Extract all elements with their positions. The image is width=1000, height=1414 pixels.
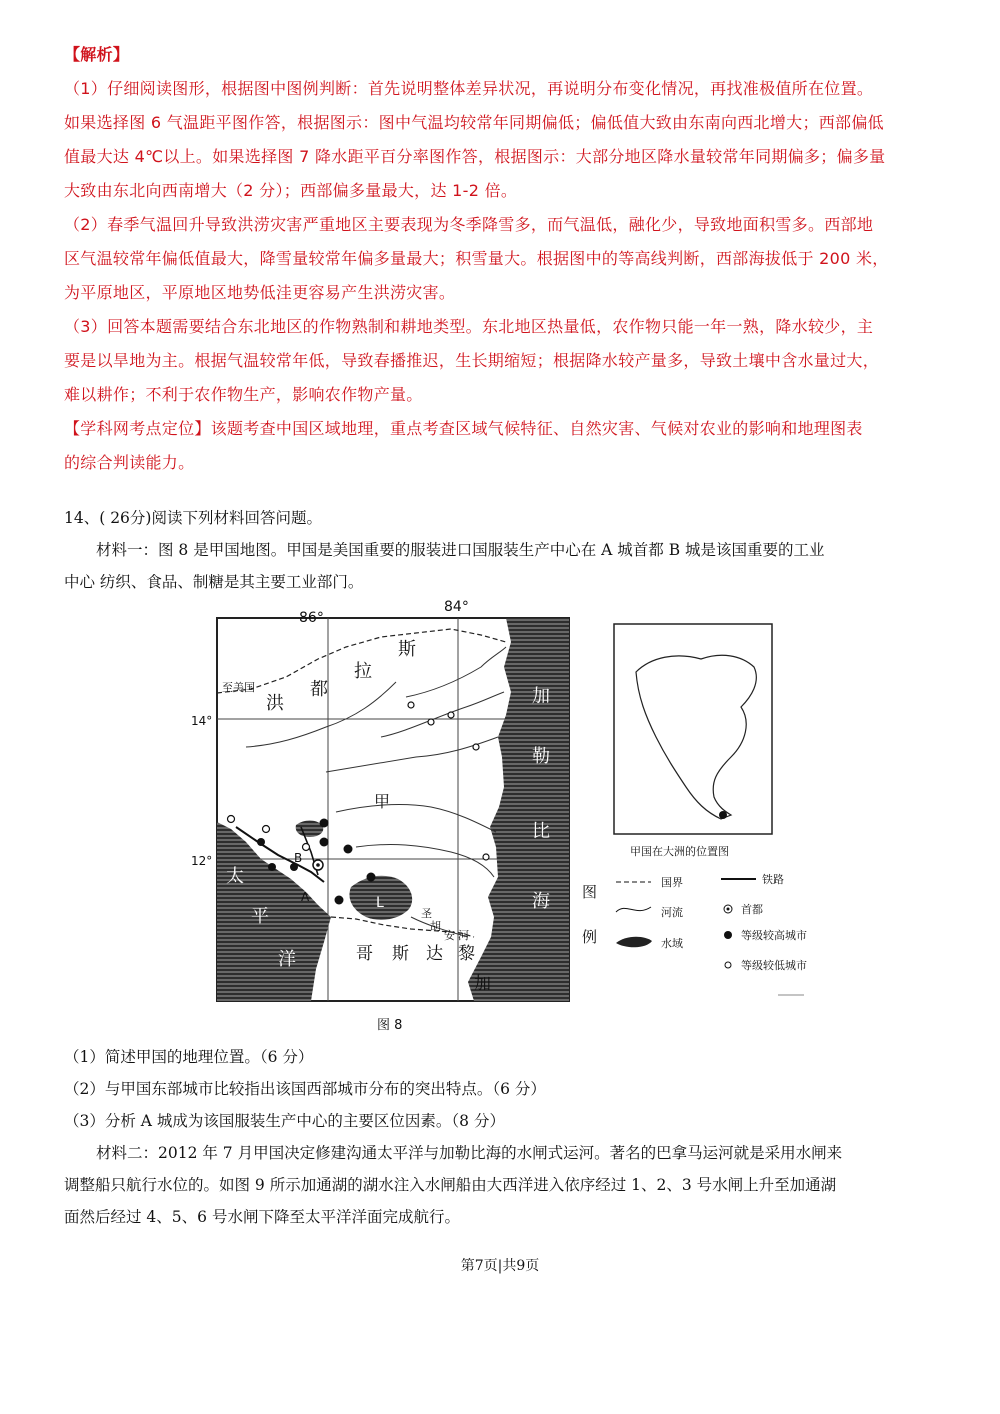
lat-label: 12° bbox=[191, 854, 213, 868]
legend-label: 等级较低城市 bbox=[741, 959, 807, 972]
legend-title-char: 例 bbox=[582, 928, 598, 946]
page-footer: 第7页|共9页 bbox=[460, 1258, 540, 1274]
inset-caption: 甲国在大洲的位置图 bbox=[630, 845, 729, 858]
legend-low-city-swatch bbox=[725, 962, 731, 968]
legend-river-swatch bbox=[616, 907, 651, 912]
answer-line: 要是以旱地为主。根据气温较常年低，导致春播推迟，生长期缩短；根据降水较产量多，导致土壤中含水量过大， bbox=[64, 351, 880, 370]
lon-label: 86° bbox=[299, 610, 324, 626]
material2-line: 材料二：2012 年 7 月甲国决定修建沟通太平洋与加勒比海的水闸式运河。著名的巴拿马运河就是采用水闸来 bbox=[96, 1144, 843, 1162]
figure-8-map bbox=[191, 597, 807, 1042]
carib-char: 勒 bbox=[532, 746, 550, 767]
pacific-char: 平 bbox=[251, 906, 269, 927]
material1-line: 中心 纺织、食品、制糖是其主要工业部门。 bbox=[64, 573, 364, 591]
costa-rica-char: 加 bbox=[474, 974, 491, 994]
costa-rica-char: 哥 bbox=[356, 944, 373, 964]
answer-line: （3）回答本题需要结合东北地区的作物熟制和耕地类型。东北地区热量低，农作物只能一年一熟，降水较少，主 bbox=[64, 317, 874, 336]
subquestion: （2）与甲国东部城市比较指出该国西部城市分布的突出特点。（6 分） bbox=[64, 1080, 546, 1098]
carib-char: 海 bbox=[532, 891, 550, 912]
inset-location-marker bbox=[719, 811, 727, 819]
honduras-char: 都 bbox=[310, 679, 328, 700]
carib-char: 加 bbox=[532, 686, 550, 707]
costa-rica-char: 黎 bbox=[458, 944, 475, 964]
figure-caption: 图 8 bbox=[377, 1018, 403, 1033]
kaodian-line: 【学科网考点定位】该题考查中国区域地理，重点考查区域气候特征、自然灾害、气候对农业的影响和地理图表 bbox=[64, 419, 863, 438]
legend-label: 河流 bbox=[661, 906, 683, 919]
country-jia-label: 甲 bbox=[374, 792, 391, 811]
pacific-char: 洋 bbox=[278, 949, 296, 970]
lake-label: L bbox=[376, 895, 384, 911]
inset-frame bbox=[614, 624, 772, 834]
answer-line: 大致由东北向西南增大（2 分）；西部偏多量最大，达 1-2 倍。 bbox=[64, 181, 518, 200]
pacific-char: 太 bbox=[226, 866, 244, 887]
legend-label: 铁路 bbox=[762, 873, 784, 886]
lat-label: 14° bbox=[191, 714, 213, 728]
answer-line: （2）春季气温回升导致洪涝灾害严重地区主要表现为冬季降雪多，而气温低，融化少，导致地面积雪多。西部地 bbox=[64, 215, 874, 234]
costa-rica-char: 斯 bbox=[392, 944, 409, 964]
city-a-label: A bbox=[301, 890, 310, 904]
material2-line: 面然后经过 4、5、6 号水闸下降至太平洋洋面完成航行。 bbox=[64, 1208, 460, 1226]
legend-water-swatch bbox=[616, 937, 652, 948]
legend-label: 水域 bbox=[661, 937, 683, 950]
costa-rica-char: 达 bbox=[426, 944, 443, 964]
question-subparts bbox=[64, 1041, 944, 1233]
legend-label: 等级较高城市 bbox=[741, 929, 807, 942]
legend-label: 首都 bbox=[741, 903, 763, 916]
carib-char: 比 bbox=[532, 821, 550, 842]
city-b-label: B bbox=[294, 851, 303, 865]
answer-line: 区气温较常年偏低值最大，降雪量较常年偏多量最大；积雪量大。根据图中的等高线判断，西部海拔低于 200 米， bbox=[64, 249, 889, 268]
answer-title: 【解析】 bbox=[64, 45, 130, 64]
honduras-char: 拉 bbox=[354, 661, 372, 682]
figure-8 bbox=[191, 597, 807, 1042]
legend-high-city-swatch bbox=[724, 931, 732, 939]
honduras-char: 洪 bbox=[266, 693, 284, 714]
legend-label: 国界 bbox=[661, 876, 683, 889]
answer-section bbox=[64, 38, 944, 480]
to-usa-label: 至美国 bbox=[222, 681, 255, 694]
answer-line: 为平原地区，平原地区地势低洼更容易产生洪涝灾害。 bbox=[64, 283, 456, 302]
answer-line: （1）仔细阅读图形，根据图中图例判断：首先说明整体差异状况，再说明分布变化情况，再找准极值所在位置。 bbox=[64, 79, 874, 98]
material2-line: 调整船只航行水位的。如图 9 所示加通湖的湖水注入水闸船由大西洋进入依序经过 1、2、3 号水闸上升至加通湖 bbox=[64, 1176, 837, 1194]
capital-marker-dot bbox=[316, 863, 320, 867]
lon-label: 84° bbox=[444, 599, 469, 615]
river-label-char: 河 bbox=[458, 929, 469, 942]
honduras-char: 斯 bbox=[398, 639, 416, 660]
subquestion: （3）分析 A 城成为该国服装生产中心的主要区位因素。（8 分） bbox=[64, 1112, 505, 1130]
kaodian-line: 的综合判读能力。 bbox=[64, 453, 195, 472]
answer-line: 值最大达 4℃以上。如果选择图 7 降水距平百分率图作答，根据图示：大部分地区降水量较常年同期偏多；偏多量 bbox=[64, 147, 886, 166]
answer-line: 难以耕作；不利于农作物生产，影响农作物产量。 bbox=[64, 385, 423, 404]
subquestion: （1）简述甲国的地理位置。（6 分） bbox=[64, 1048, 314, 1066]
river-label-char: 安 bbox=[444, 929, 455, 942]
legend-title-char: 图 bbox=[582, 883, 598, 901]
river-label-char: 胡 bbox=[430, 920, 441, 933]
answer-line: 如果选择图 6 气温距平图作答，根据图示：图中气温均较常年同期偏低；偏低值大致由东南向西北增大；西部偏低 bbox=[64, 113, 884, 132]
river-label-char: 圣 bbox=[421, 907, 432, 920]
question-section bbox=[64, 502, 944, 598]
question-header: 14、( 26分)阅读下列材料回答问题。 bbox=[64, 509, 322, 527]
material1-line: 材料一：图 8 是甲国地图。甲国是美国重要的服装进口国服装生产中心在 A 城首都 B 城是该国重要的工业 bbox=[96, 541, 825, 559]
